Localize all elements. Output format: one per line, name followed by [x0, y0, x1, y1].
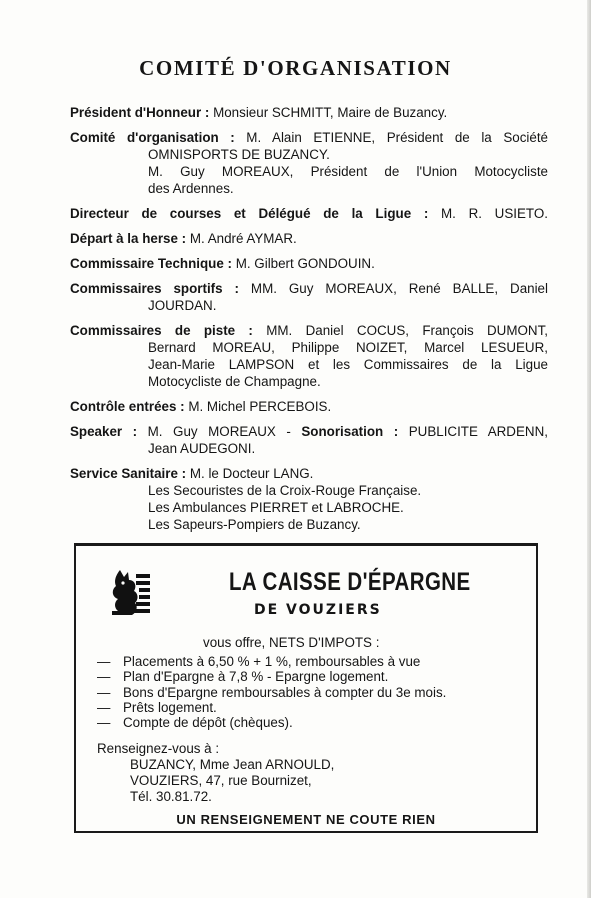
role-label: Directeur de courses et Délégué de la Ligue :: [70, 206, 429, 221]
role-value: MM. Guy MOREAUX, René BALLE, Daniel: [250, 281, 548, 296]
dash-bullet: —: [97, 699, 111, 715]
contact-line: Tél. 30.81.72.: [130, 789, 212, 804]
role-label: Départ à la herse :: [70, 231, 187, 246]
contact-line: VOUZIERS, 47, rue Bournizet,: [130, 773, 312, 788]
dash-bullet: —: [97, 684, 111, 700]
squirrel-logo-icon: [106, 568, 152, 618]
committee-list: [70, 104, 548, 541]
list-item: — Prêts logement.: [97, 699, 217, 715]
page-edge: [587, 0, 591, 898]
role-label: Comité d'organisation :: [70, 130, 235, 145]
list-item: — Compte de dépôt (chèques).: [97, 715, 293, 731]
committee-entry-race-director: [70, 205, 548, 222]
contact-line: BUZANCY, Mme Jean ARNOULD,: [130, 757, 335, 772]
committee-entry-medical-service: [70, 465, 548, 533]
committee-entry-entry-control: [70, 398, 548, 415]
committee-entry-track-commissioners: [70, 322, 548, 390]
committee-entry-technical-commissioner: [70, 255, 548, 272]
role-value: M. Guy MOREAUX -: [147, 424, 291, 439]
role-label: Commissaires de piste :: [70, 323, 253, 338]
committee-entry-speaker: [70, 423, 548, 457]
role-value: Motocycliste de Champagne.: [148, 374, 321, 389]
list-item: — Bons d'Epargne remboursables à compter du 3e mois.: [97, 684, 447, 700]
role-value: PUBLICITE ARDENN,: [408, 424, 548, 439]
role-value: Monsieur SCHMITT, Maire de Buzancy.: [213, 105, 448, 120]
committee-entry-starting-gate: [70, 230, 548, 247]
caisse-epargne-advert: [74, 543, 538, 833]
role-value: M. le Docteur LANG.: [189, 466, 314, 481]
role-label: Speaker :: [70, 424, 138, 439]
role-value: des Ardennes.: [148, 181, 234, 196]
advert-subtitle: DE VOUZIERS: [254, 602, 382, 618]
advert-footer: UN RENSEIGNEMENT NE COUTE RIEN: [176, 812, 436, 827]
advert-contact: [97, 741, 334, 805]
role-value: OMNISPORTS DE BUZANCY.: [148, 147, 330, 162]
role-value: M. R. USIETO.: [441, 206, 548, 221]
advert-offer: vous offre, NETS D'IMPOTS :: [203, 635, 380, 650]
committee-entry-sports-commissioners: [70, 280, 548, 314]
dash-bullet: —: [97, 715, 111, 731]
role-value: Jean-Marie LAMPSON et les Commissaires de la Ligue: [148, 357, 548, 372]
role-value: M. Guy MOREAUX, Président de l'Union Motocycliste: [148, 164, 548, 179]
role-label: Contrôle entrées :: [70, 399, 185, 414]
dash-bullet: —: [97, 654, 111, 669]
contact-intro: Renseignez-vous à :: [97, 741, 220, 756]
role-value: MM. Daniel COCUS, François DUMONT,: [266, 323, 548, 338]
role-value: M. Michel PERCEBOIS.: [188, 399, 332, 414]
role-value: Les Ambulances PIERRET et LABROCHE.: [148, 500, 404, 515]
role-value: Les Sapeurs-Pompiers de Buzancy.: [148, 517, 361, 532]
advert-title: LA CAISSE D'ÉPARGNE: [229, 568, 471, 596]
role-value: M. Alain ETIENNE, Président de la Société: [246, 130, 548, 145]
role-value: JOURDAN.: [148, 298, 217, 313]
role-label: Commissaire Technique :: [70, 256, 232, 271]
role-label: Président d'Honneur :: [70, 105, 210, 120]
role-label: Service Sanitaire :: [70, 466, 187, 481]
page-title: COMITÉ D'ORGANISATION: [139, 56, 452, 80]
role-value: Les Secouristes de la Croix-Rouge Française.: [148, 483, 422, 498]
committee-entry-organising-committee: [70, 129, 548, 197]
list-item: — Placements à 6,50 % + 1 %, remboursables à vue: [97, 654, 421, 669]
role-value: M. Gilbert GONDOUIN.: [235, 256, 375, 271]
role-value: Bernard MOREAU, Philippe NOIZET, Marcel LESUEUR,: [148, 340, 548, 355]
role-value: Jean AUDEGONI.: [148, 441, 256, 456]
role-label: Commissaires sportifs :: [70, 281, 239, 296]
role-value: M. André AYMAR.: [189, 231, 297, 246]
committee-entry-honorary-president: [70, 104, 548, 121]
list-item: — Plan d'Epargne à 7,8 % - Epargne logement.: [97, 669, 389, 685]
role-label: Sonorisation :: [301, 424, 399, 439]
dash-bullet: —: [97, 669, 111, 685]
advert-offers-list: [97, 654, 446, 730]
